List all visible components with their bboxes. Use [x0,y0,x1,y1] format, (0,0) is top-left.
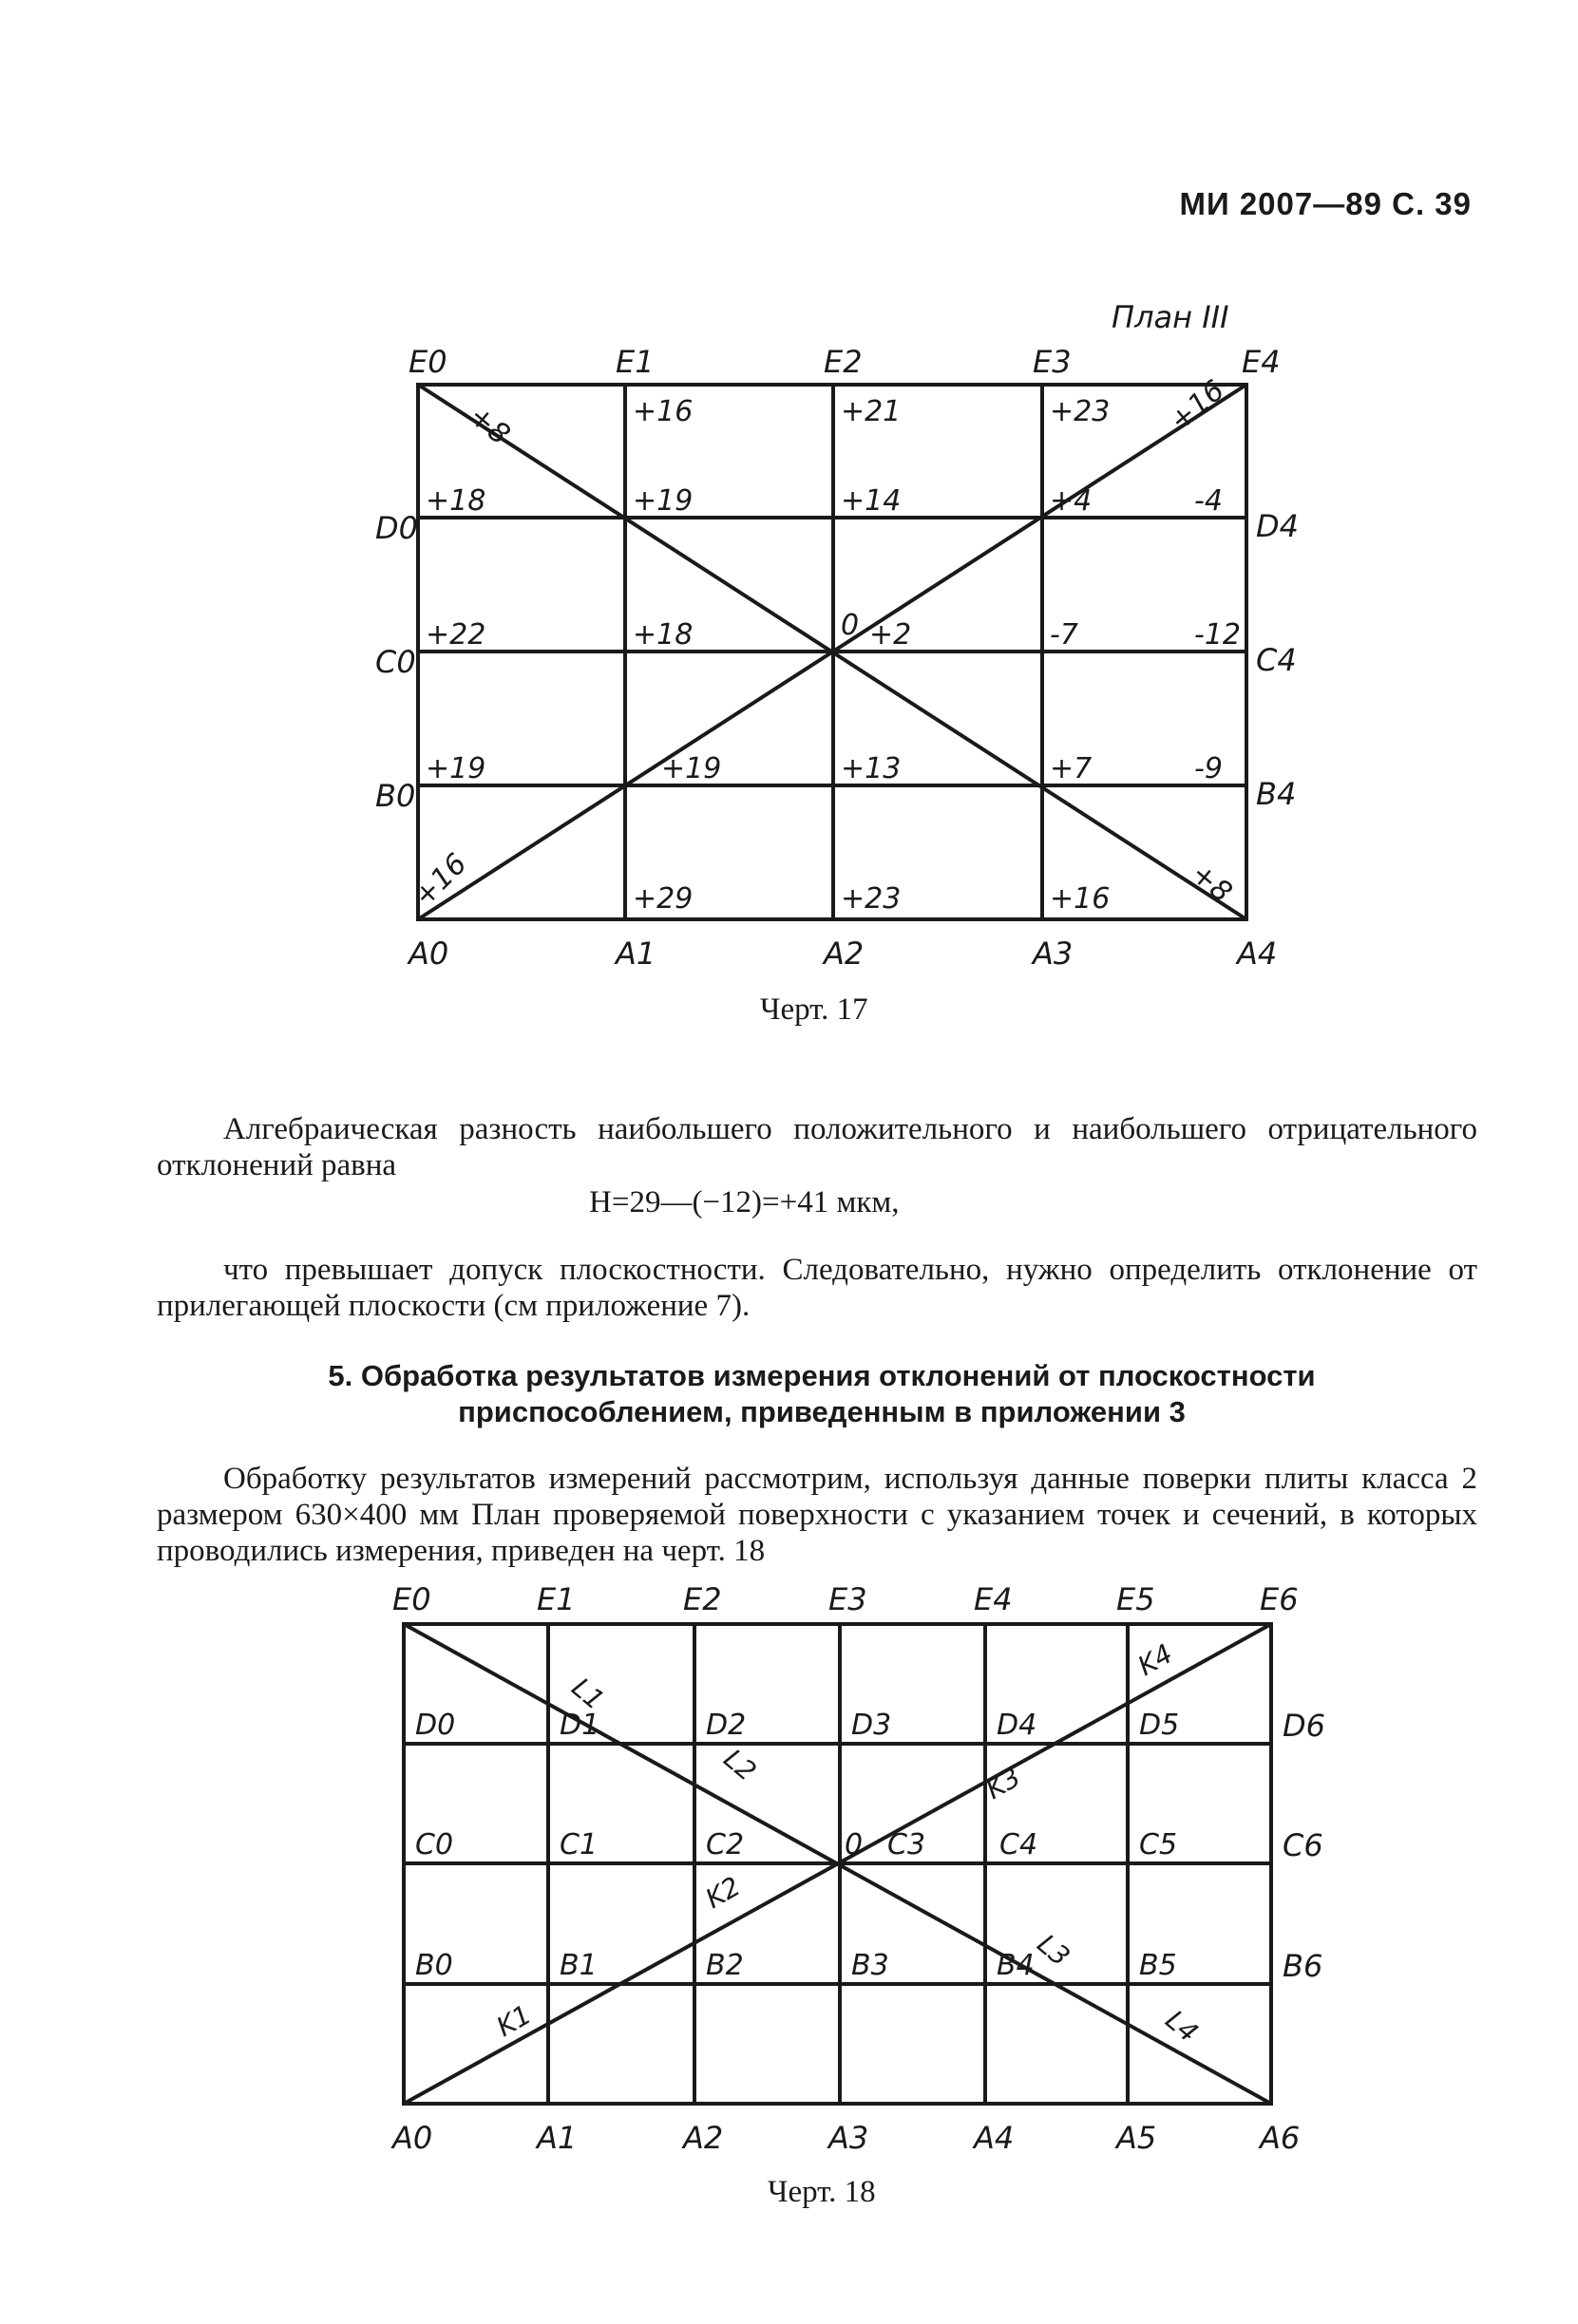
fig17-value-label: -9 [1194,752,1223,785]
fig17-top-label: E3 [1033,344,1072,380]
fig18-c-label: C3 [887,1828,926,1861]
fig17-value-label: -7 [1050,618,1078,652]
fig17-top-label: E4 [1242,344,1281,380]
fig18-c-label: C4 [999,1828,1038,1861]
fig17-top-label: E1 [616,344,655,380]
fig18-b-label: B3 [851,1949,889,1982]
fig18-bottom-label: A5 [1116,2120,1157,2156]
fig18-top-label: E6 [1260,1581,1299,1617]
fig18-b-label: B0 [415,1949,453,1982]
fig17-value-label: +4 [1050,484,1093,518]
paragraph-2: что превышает допуск плоскостности. Следовательно, нужно определить отклонение от прилегающей плоскости (см приложение 7). [157,1253,1477,1323]
formula: H=29—(−12)=+41 мкм, [589,1185,900,1219]
fig18-diag-label: L4 [1159,2004,1205,2049]
fig18-caption: Черт. 18 [768,2175,876,2209]
paragraph-1: Алгебраическая разность наибольшего положительного и наибольшего отрицательного отклонений равна [157,1112,1477,1182]
fig18-c-label: C2 [706,1828,745,1861]
fig18-labels [390,1581,1325,2156]
fig18-d-label: D1 [560,1709,600,1742]
fig17-value-label: +7 [1050,752,1093,785]
fig18-c-label: C1 [560,1828,599,1861]
fig17-value-label: +23 [841,882,902,916]
fig17-value-label: +18 [633,618,694,652]
fig18-b-label: B1 [560,1949,598,1982]
fig17-value-label: +16 [1050,882,1111,916]
fig18-bottom-label: A4 [974,2120,1015,2156]
fig18-bottom-label: A3 [828,2120,869,2156]
fig17-value-label: +16 [1163,373,1231,439]
fig18-top-label: E0 [392,1581,431,1617]
fig17-left-label: B0 [375,778,416,814]
fig18-right-label: B6 [1283,1948,1323,1984]
fig17-value-label: +13 [841,752,902,785]
fig17-value-label: +19 [661,752,722,785]
fig18-bottom-label: A2 [683,2120,724,2156]
fig18-diag-label: K3 [980,1761,1026,1806]
fig17-left-label: D0 [375,510,418,546]
fig18-c-label: C0 [415,1828,454,1861]
fig17-top-label: E2 [824,344,863,380]
fig18-d-label: D2 [706,1709,747,1742]
fig17-value-label: +8 [1184,857,1239,910]
fig18-d-label: D0 [415,1709,456,1742]
fig17-value-label: +18 [426,484,486,518]
fig17-right-label: B4 [1256,776,1297,812]
fig17-bottom-label: A3 [1033,935,1074,972]
fig17-left-label: C0 [375,644,416,680]
fig18-b-label: B2 [706,1949,744,1982]
fig17-value-label: +29 [633,882,694,916]
fig18-diag-label: L2 [717,1743,763,1787]
fig17-value-label: +16 [407,847,474,914]
fig18-d-label: D5 [1139,1709,1180,1742]
fig17-value-label: +21 [841,395,902,428]
fig17-bottom-label: A1 [616,935,656,972]
fig18-b-label: B4 [997,1949,1035,1982]
fig18-bottom-label: A6 [1260,2120,1301,2156]
fig17-value-label: -4 [1194,484,1223,518]
fig17-right-label: C4 [1256,642,1297,678]
fig17-value-label: +8 [462,399,517,452]
fig18-diag-label: K1 [491,1998,537,2044]
paragraph-3: Обработку результатов измерений рассмотрим, используя данные поверки плиты класса 2 размером 630×400 мм План проверяемой поверхности с указанием точек и сечений, в которых проводились измерения, приведен на черт. 18 [157,1462,1477,1568]
fig18-bottom-label: A1 [537,2120,578,2156]
page-header: МИ 2007—89 С. 39 [1179,186,1472,221]
fig17-value-label: -12 [1194,618,1241,652]
fig17-bottom-label: A0 [409,935,449,972]
fig18-top-label: E5 [1116,1581,1155,1617]
fig17-grid [418,385,1246,919]
fig17-bottom-label: A2 [824,935,865,972]
fig18-d-label: D3 [851,1709,892,1742]
fig18-top-label: E1 [537,1581,576,1617]
fig17-center-label: 0 [841,609,860,642]
fig17-value-label: +2 [869,618,912,652]
fig17-value-label: +19 [633,484,694,518]
fig18-b-label: B5 [1139,1949,1177,1982]
fig17-caption: Черт. 17 [760,992,868,1027]
fig17-value-label: +19 [426,752,486,785]
fig18-bottom-label: A0 [392,2120,433,2156]
fig18-diag-label: K4 [1132,1637,1178,1683]
fig18-right-label: D6 [1283,1708,1325,1744]
fig18-c-label: 0 [845,1828,864,1861]
fig17-value-label: +22 [426,618,486,652]
fig17-labels [375,299,1299,972]
fig17-bottom-label: A4 [1237,935,1278,972]
fig18-top-label: E2 [683,1581,722,1617]
fig18-c-label: C5 [1139,1828,1178,1861]
fig17-value-label: +14 [841,484,902,518]
section-title: 5. Обработка результатов измерения отклонений от плоскостности приспособлением, приведенным в приложении 3 [328,1359,1316,1428]
fig18-diag-label: K2 [700,1870,746,1916]
fig17-top-label: E0 [409,344,447,380]
fig18-top-label: E4 [974,1581,1013,1617]
fig17-plan-label: План III [1112,299,1229,335]
fig18-top-label: E3 [828,1581,867,1617]
fig17-value-label: +23 [1050,395,1111,428]
fig18-right-label: C6 [1283,1827,1323,1863]
fig18-grid [404,1624,1271,2104]
fig18-d-label: D4 [997,1709,1037,1742]
fig18-diag-label: L3 [1031,1928,1076,1973]
fig18-diag-label: L1 [565,1672,611,1716]
fig17-value-label: +16 [633,395,694,428]
fig17-right-label: D4 [1256,508,1299,544]
